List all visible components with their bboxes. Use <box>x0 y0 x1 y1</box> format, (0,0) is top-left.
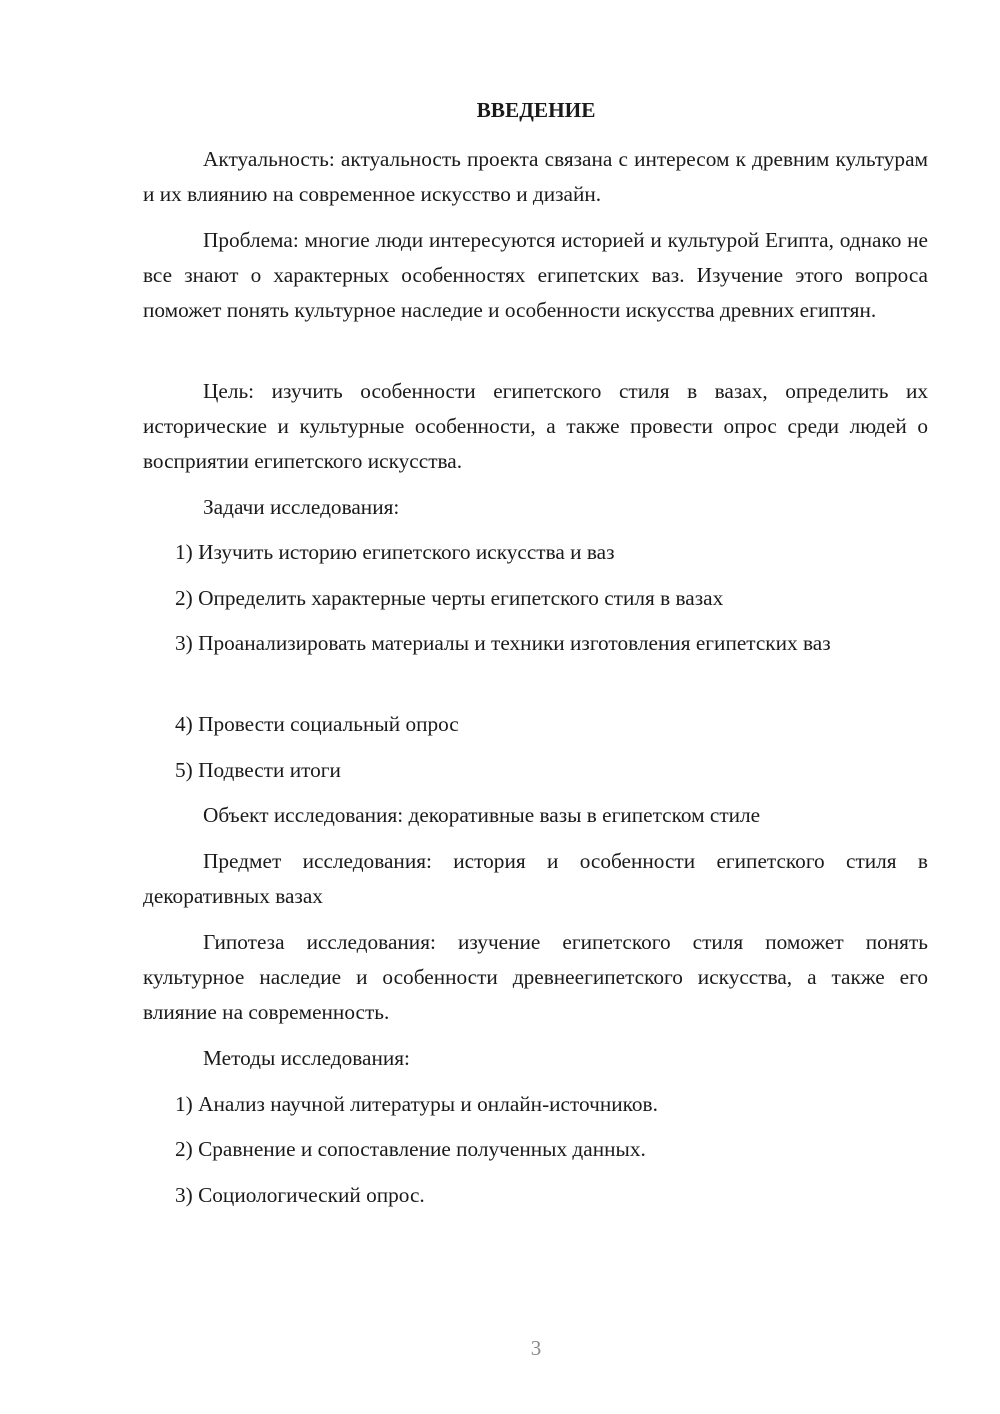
paragraph-problem: Проблема: многие люди интересуются историей и культурой Египта, однако не все знают о характерных особенностях египетских ваз. Изучение этого вопроса поможет понять культурное наследие и особенности искусства древних египтян. <box>143 228 928 322</box>
task-item: 2) Определить характерные черты египетского стиля в вазах <box>175 586 724 610</box>
page-title: ВВЕДЕНИЕ <box>476 98 596 122</box>
paragraph-subject: Предмет исследования: история и особенности египетского стиля в декоративных вазах <box>143 849 928 908</box>
task-item: 5) Подвести итоги <box>175 758 341 782</box>
method-item: 3) Социологический опрос. <box>175 1183 425 1207</box>
page-number: 3 <box>530 1336 542 1360</box>
task-item: 4) Провести социальный опрос <box>175 712 459 736</box>
method-item: 1) Анализ научной литературы и онлайн-источников. <box>175 1092 658 1116</box>
paragraph-object: Объект исследования: декоративные вазы в египетском стиле <box>203 803 761 827</box>
paragraph-hypothesis: Гипотеза исследования: изучение египетского стиля поможет понять культурное наследие и особенности древнеегипетского искусства, а также его влияние на современность. <box>143 930 928 1024</box>
method-item: 2) Сравнение и сопоставление полученных данных. <box>175 1137 646 1161</box>
paragraph-methods-heading: Методы исследования: <box>203 1046 410 1070</box>
paragraph-goal: Цель: изучить особенности египетского стиля в вазах, определить их исторические и культурные особенности, а также провести опрос среди людей о восприятии египетского искусства. <box>143 379 928 473</box>
task-item: 3) Проанализировать материалы и техники изготовления египетских ваз <box>175 631 831 655</box>
paragraph-tasks-heading: Задачи исследования: <box>203 495 400 519</box>
paragraph-relevance: Актуальность: актуальность проекта связана с интересом к древним культурам и их влиянию на современное искусство и дизайн. <box>143 147 928 206</box>
task-item: 1) Изучить историю египетского искусства и ваз <box>175 540 615 564</box>
